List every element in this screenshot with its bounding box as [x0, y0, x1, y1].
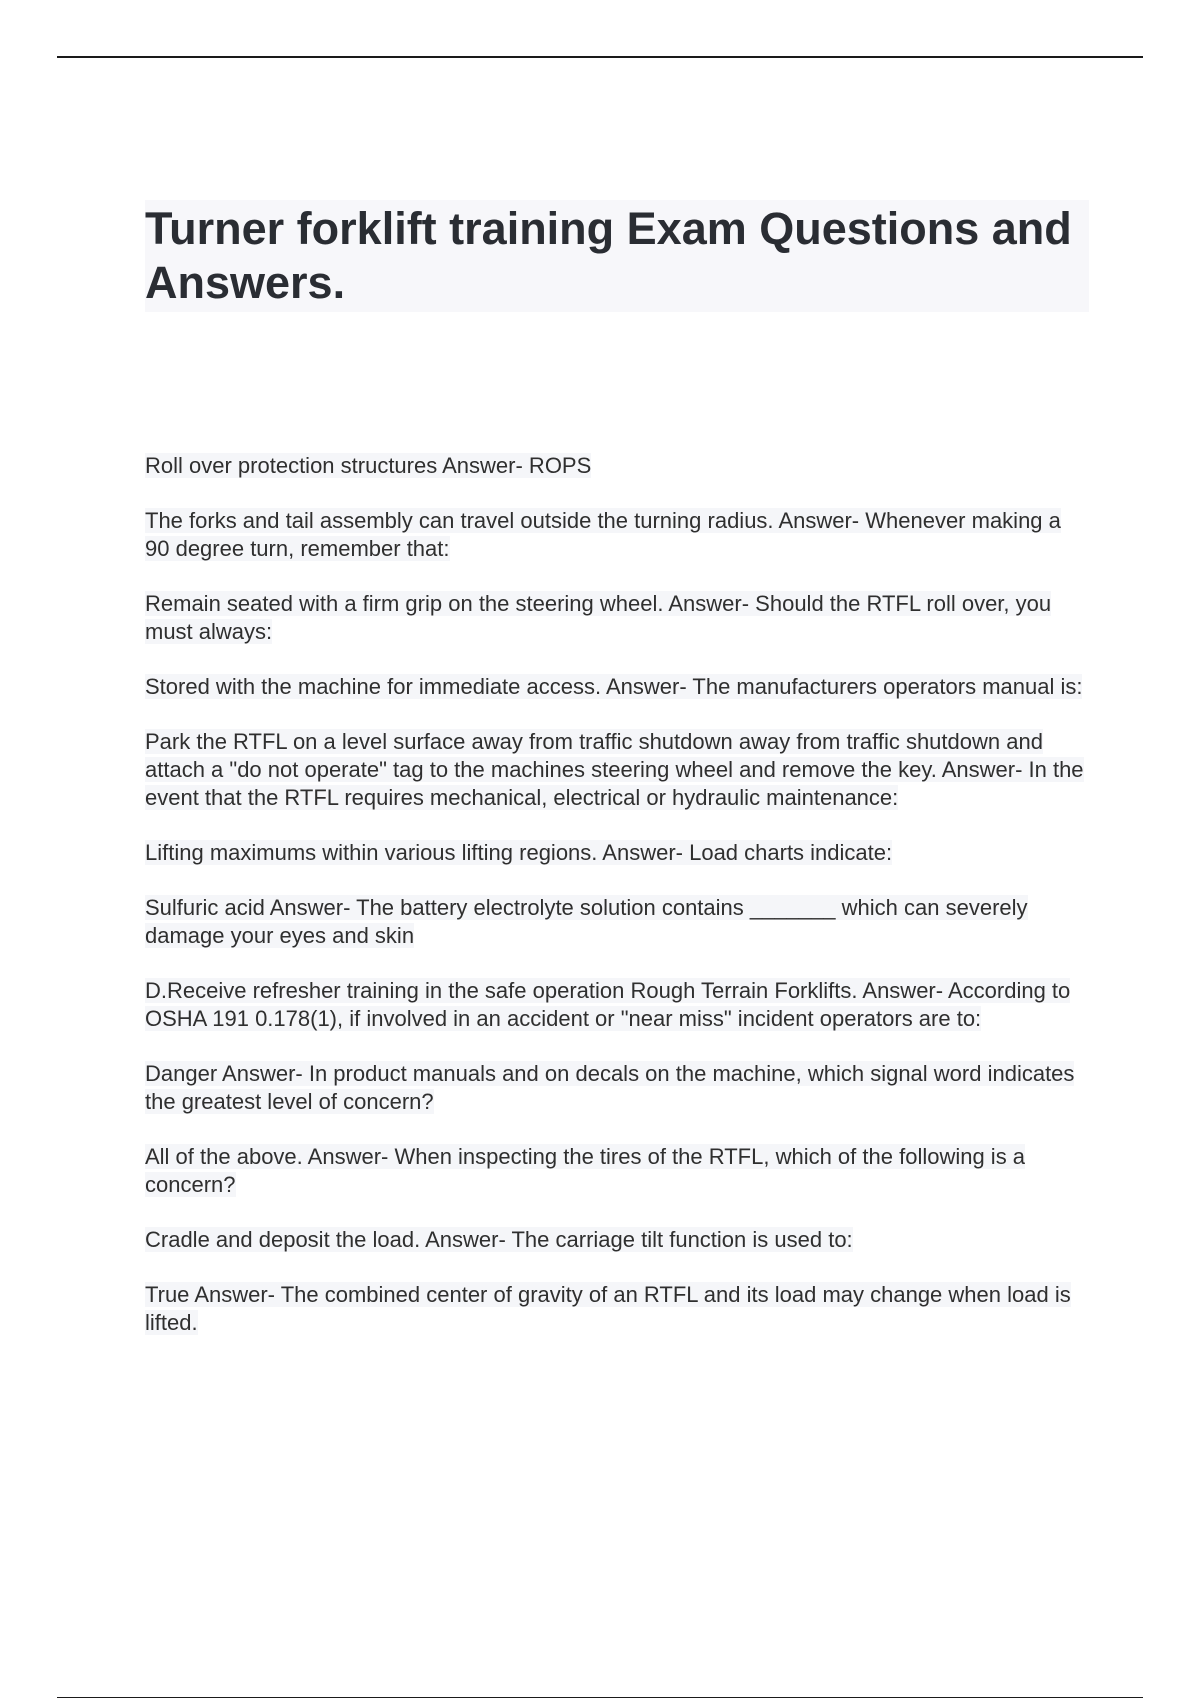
qa-item-text: Danger Answer- In product manuals and on decals on the machine, which signal word indicates the greatest level of concern?	[145, 1061, 1075, 1114]
top-rule	[57, 56, 1143, 58]
qa-item	[145, 977, 1089, 1033]
qa-item	[145, 673, 1089, 701]
qa-item	[145, 1226, 1089, 1254]
qa-item-text: Stored with the machine for immediate access. Answer- The manufacturers operators manual is:	[145, 674, 1083, 699]
qa-item-text: All of the above. Answer- When inspecting the tires of the RTFL, which of the following is a concern?	[145, 1144, 1026, 1197]
qa-item	[145, 1281, 1089, 1337]
qa-item	[145, 1060, 1089, 1116]
document-title: Turner forklift training Exam Questions and Answers.	[145, 203, 1072, 308]
qa-list	[145, 452, 1089, 1364]
qa-item-text: D.Receive refresher training in the safe operation Rough Terrain Forklifts. Answer- According to OSHA 191 0.178(1), if involved in an accident or "near miss" incident operators are to:	[145, 978, 1071, 1031]
qa-item-text: The forks and tail assembly can travel outside the turning radius. Answer- Whenever making a 90 degree turn, remember that:	[145, 508, 1061, 561]
qa-item-text: Remain seated with a firm grip on the steering wheel. Answer- Should the RTFL roll over, you must always:	[145, 591, 1052, 644]
qa-item	[145, 894, 1089, 950]
qa-item	[145, 1143, 1089, 1199]
qa-item-text: True Answer- The combined center of gravity of an RTFL and its load may change when load is lifted.	[145, 1282, 1071, 1335]
qa-item	[145, 507, 1089, 563]
qa-item	[145, 590, 1089, 646]
qa-item-text: Park the RTFL on a level surface away from traffic shutdown away from traffic shutdown and attach a "do not operate" tag to the machines steering wheel and remove the key. Answer- In the event that the RTFL requires mechanical, electrical or hydraulic maintenance:	[145, 729, 1084, 810]
bottom-rule	[57, 1697, 1143, 1698]
qa-item-text: Lifting maximums within various lifting regions. Answer- Load charts indicate:	[145, 840, 893, 865]
qa-item-text: Roll over protection structures Answer- ROPS	[145, 453, 592, 478]
title-block	[145, 200, 1089, 312]
qa-item	[145, 452, 1089, 480]
qa-item-text: Sulfuric acid Answer- The battery electrolyte solution contains _______ which can severely damage your eyes and skin	[145, 895, 1028, 948]
qa-item-text: Cradle and deposit the load. Answer- The carriage tilt function is used to:	[145, 1227, 853, 1252]
qa-item	[145, 839, 1089, 867]
qa-item	[145, 728, 1089, 812]
